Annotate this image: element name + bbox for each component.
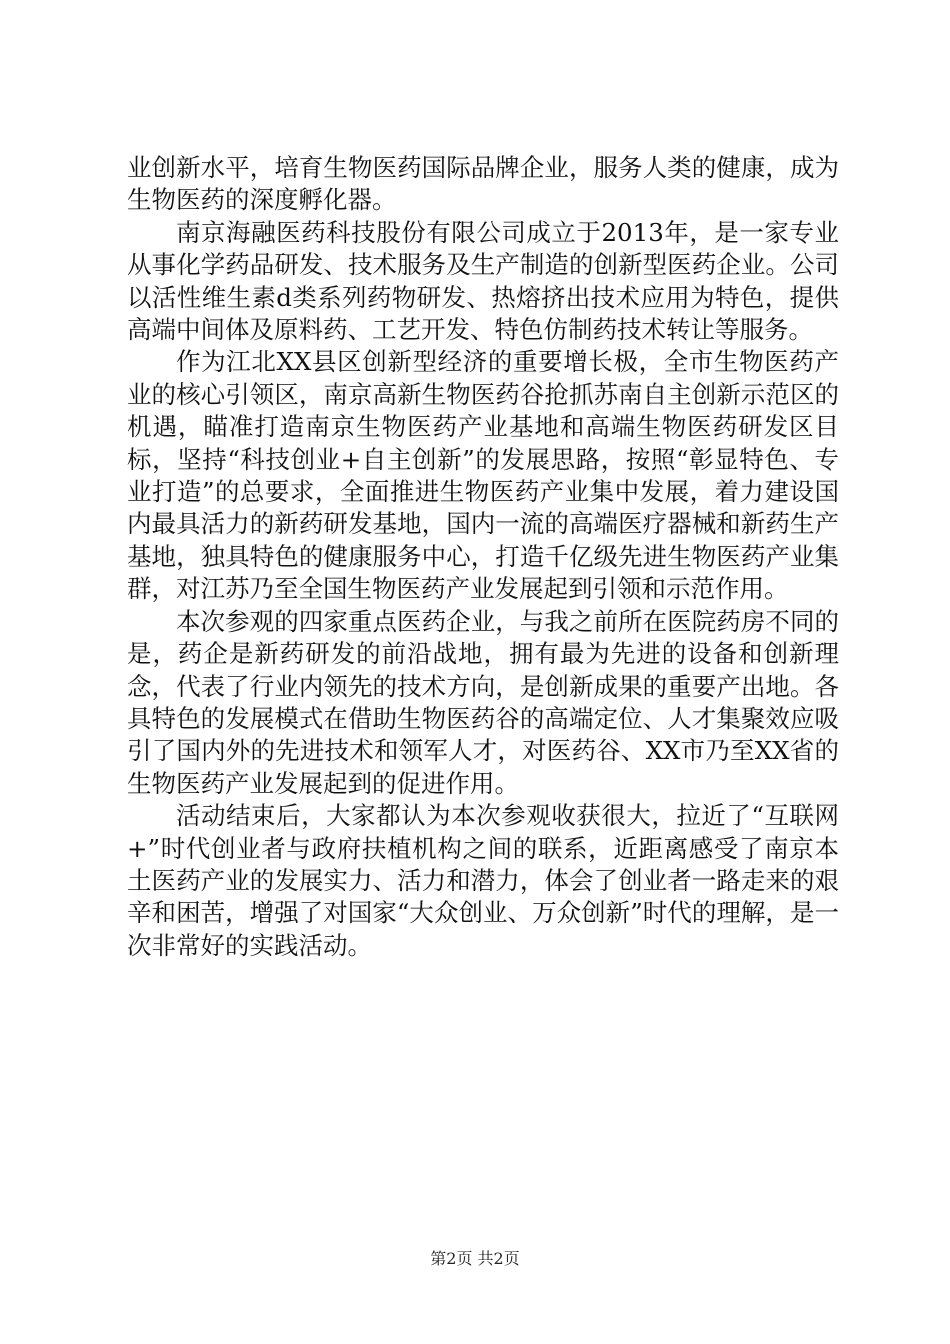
- page-number-footer: 第2页 共2页: [430, 1249, 520, 1268]
- paragraph-1: 业创新水平，培育生物医药国际品牌企业，服务人类的健康，成为生物医药的深度孵化器。: [127, 153, 839, 215]
- paragraph-3: 作为江北XX县区创新型经济的重要增长极，全市生物医药产业的核心引领区，南京高新生物医药谷抢抓苏南自主创新示范区的机遇，瞄准打造南京生物医药产业基地和高端生物医药研发区目标，坚持“科技创业+自主创新”的发展思路，按照“彰显特色、专业打造”的总要求，全面推进生物医药产业集中发展，着力建设国内最具活力的新药研发基地，国内一流的高端医疗器械和新药生产基地，独具特色的健康服务中心，打造千亿级先进生物医药产业集群，对江苏乃至全国生物医药产业发展起到引领和示范作用。: [127, 347, 839, 604]
- body-text: [127, 152, 839, 962]
- paragraph-4: 本次参观的四家重点医药企业，与我之前所在医院药房不同的是，药企是新药研发的前沿战地，拥有最为先进的设备和创新理念，代表了行业内领先的技术方向，是创新成果的重要产出地。各具特色的发展模式在借助生物医药谷的高端定位、人才集聚效应吸引了国内外的先进技术和领军人才，对医药谷、XX市乃至XX省的生物医药产业发展起到的促进作用。: [127, 606, 839, 798]
- paragraph-5: 活动结束后，大家都认为本次参观收获很大，拉近了“互联网+”时代创业者与政府扶植机构之间的联系，近距离感受了南京本土医药产业的发展实力、活力和潜力，体会了创业者一路走来的艰辛和困苦，增强了对国家“大众创业、万众创新”时代的理解，是一次非常好的实践活动。: [127, 801, 839, 960]
- paragraph-2: 南京海融医药科技股份有限公司成立于2013年，是一家专业从事化学药品研发、技术服务及生产制造的创新型医药企业。公司以活性维生素d类系列药物研发、热熔挤出技术应用为特色，提供高端中间体及原料药、工艺开发、特色仿制药技术转让等服务。: [127, 217, 839, 345]
